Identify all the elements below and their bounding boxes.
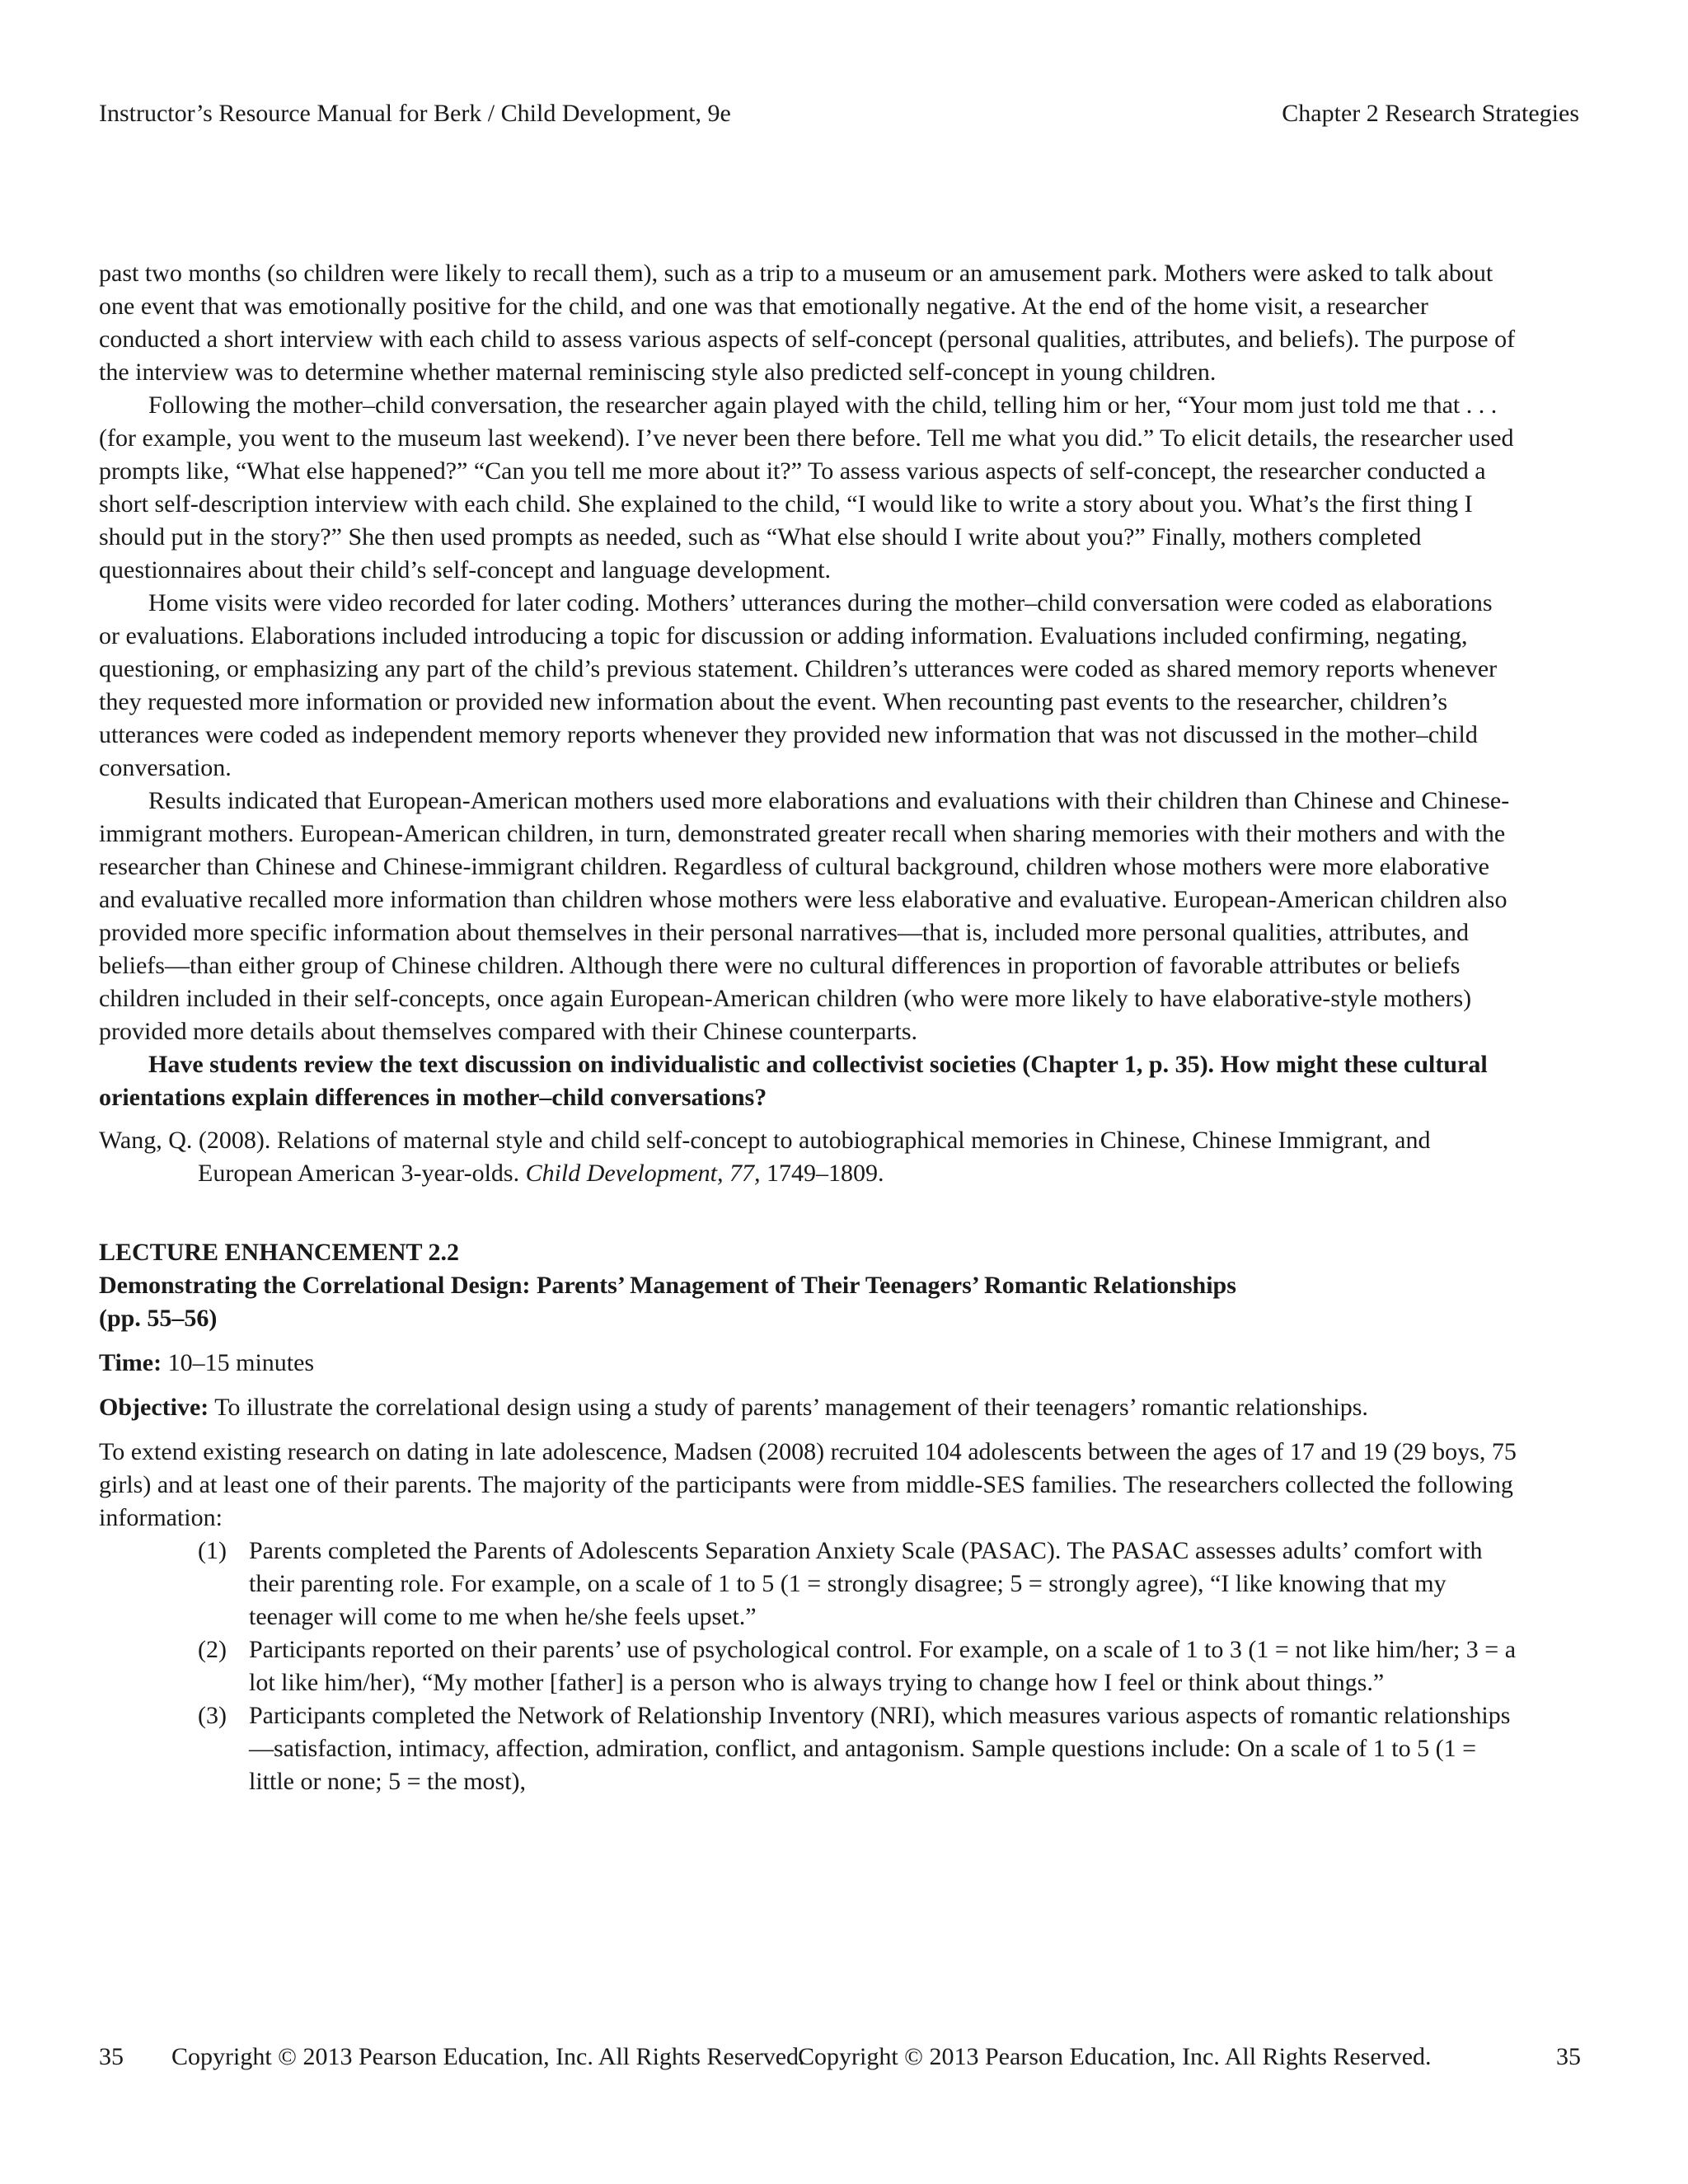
- footer-page-number-left: 35: [99, 2043, 124, 2070]
- running-header-right: Chapter 2 Research Strategies: [1282, 100, 1579, 127]
- body-paragraph: past two months (so children were likely to recall them), such as a trip to a museum or an amusement park. Mothers were asked to talk about one event that was emotionally positive for the child, and one was that emotionally negative. At the end of the home visit, a researcher conducted a short interview with each child to assess various aspects of self-concept (personal qualities, attributes, and beliefs). The purpose of the interview was to determine whether maternal reminiscing style also predicted self-concept in young children.: [99, 260, 1516, 386]
- section-title: LECTURE ENHANCEMENT 2.2: [99, 1239, 460, 1266]
- list-item: [99, 1633, 1517, 1699]
- discussion-prompt: Have students review the text discussion on individualistic and collectivist societies (Chapter 1, p. 35). How might these cultural orientations explain differences in mother–child conversations?: [99, 1051, 1488, 1111]
- intro-paragraph: To extend existing research on dating in late adolescence, Madsen (2008) recruited 104 adolescents between the ages of 17 and 19 (29 boys, 75 girls) and at least one of their parents. The majority of the participants were from middle-SES families. The researchers collected the following information:: [99, 1438, 1517, 1531]
- reference-text: Wang, Q. (2008). Relations of maternal style and child self-concept to autobiographical memories in Chinese, Chinese Immigrant, and European American 3-year-olds.: [99, 1127, 1431, 1187]
- section-subtitle: [99, 1269, 1517, 1335]
- list-item-text: Parents completed the Parents of Adolescents Separation Anxiety Scale (PASAC). The PASAC assesses adults’ comfort with their parenting role. For example, on a scale of 1 to 5 (1 = strongly disagree; 5 = strongly agree), “I like knowing that my teenager will come to me when he/she feels upset.”: [249, 1537, 1483, 1630]
- footer-copyright-right: Copyright © 2013 Pearson Education, Inc. All Rights Reserved.: [798, 2043, 1432, 2070]
- time-line: [99, 1347, 1517, 1380]
- footer-copyright-left: Copyright © 2013 Pearson Education, Inc. All Rights Reserved.: [171, 2043, 805, 2070]
- list-item: [99, 1535, 1517, 1633]
- objective-label: Objective:: [99, 1394, 209, 1421]
- section-spacer: [99, 1190, 1517, 1236]
- objective-line: [99, 1391, 1517, 1424]
- list-item-number: (1): [198, 1537, 227, 1564]
- section-subtitle-line1: Demonstrating the Correlational Design: Parents’ Management of Their Teenagers’ Romantic Relationships: [99, 1272, 1236, 1299]
- reference-citation: [99, 1124, 1517, 1190]
- body-paragraph: Following the mother–child conversation, the researcher again played with the child, telling him or her, “Your mom just told me that . . . (for example, you went to the museum last weekend). I’ve never been there before. Tell me what you did.” To elicit details, the researcher used prompts like, “What else happened?” “Can you tell me more about it?” To assess various aspects of self-concept, the researcher conducted a short self-description interview with each child. She explained to the child, “I would like to write a story about you. What’s the first thing I should put in the story?” She then used prompts as needed, such as “What else should I write about you?” Finally, mothers completed questionnaires about their child’s self-concept and language development.: [99, 391, 1514, 583]
- list-item-text: Participants completed the Network of Relationship Inventory (NRI), which measures various aspects of romantic relationships—satisfaction, intimacy, affection, admiration, conflict, and antagonism. Sample questions include: On a scale of 1 to 5 (1 = little or none; 5 = the most),: [249, 1702, 1511, 1795]
- list-item-number: (3): [198, 1702, 227, 1729]
- running-header-left: Instructor’s Resource Manual for Berk / Child Development, 9e: [99, 100, 731, 127]
- reference-journal: Child Development, 77,: [525, 1160, 761, 1187]
- body-paragraph: Results indicated that European-American mothers used more elaborations and evaluations with their children than Chinese and Chinese-immigrant mothers. European-American children, in turn, demonstrated greater recall when sharing memories with their mothers and with the researcher than Chinese and Chinese-immigrant children. Regardless of cultural background, children whose mothers were more elaborative and evaluative recalled more information than children whose mothers were less elaborative and evaluative. European-American children also provided more specific information about themselves in their personal narratives—that is, included more personal qualities, attributes, and beliefs—than either group of Chinese children. Although there were no cultural differences in proportion of favorable attributes or beliefs children included in their self-concepts, once again European-American children (who were more likely to have elaborative-style mothers) provided more details about themselves compared with their Chinese counterparts.: [99, 787, 1510, 1045]
- list-item-number: (2): [198, 1636, 227, 1663]
- footer-page-number-right: 35: [1556, 2043, 1581, 2070]
- time-label: Time:: [99, 1349, 162, 1376]
- page-body: [99, 257, 1517, 1798]
- body-paragraph: Home visits were video recorded for later coding. Mothers’ utterances during the mother–child conversation were coded as elaborations or evaluations. Elaborations included introducing a topic for discussion or adding information. Evaluations included confirming, negating, questioning, or emphasizing any part of the child’s previous statement. Children’s utterances were coded as shared memory reports whenever they requested more information or provided new information about the event. When recounting past events to the researcher, children’s utterances were coded as independent memory reports whenever they provided new information that was not discussed in the mother–child conversation.: [99, 589, 1498, 781]
- section-subtitle-line2: (pp. 55–56): [99, 1305, 218, 1332]
- reference-pages: 1749–1809.: [760, 1160, 884, 1187]
- objective-value: To illustrate the correlational design using a study of parents’ management of their teenagers’ romantic relationships.: [209, 1394, 1368, 1421]
- list-item-text: Participants reported on their parents’ use of psychological control. For example, on a scale of 1 to 3 (1 = not like him/her; 3 = a lot like him/her), “My mother [father] is a person who is always trying to change how I feel or think about things.”: [249, 1636, 1517, 1696]
- time-value: 10–15 minutes: [162, 1349, 315, 1376]
- numbered-list: [99, 1535, 1517, 1798]
- list-item: [99, 1699, 1517, 1798]
